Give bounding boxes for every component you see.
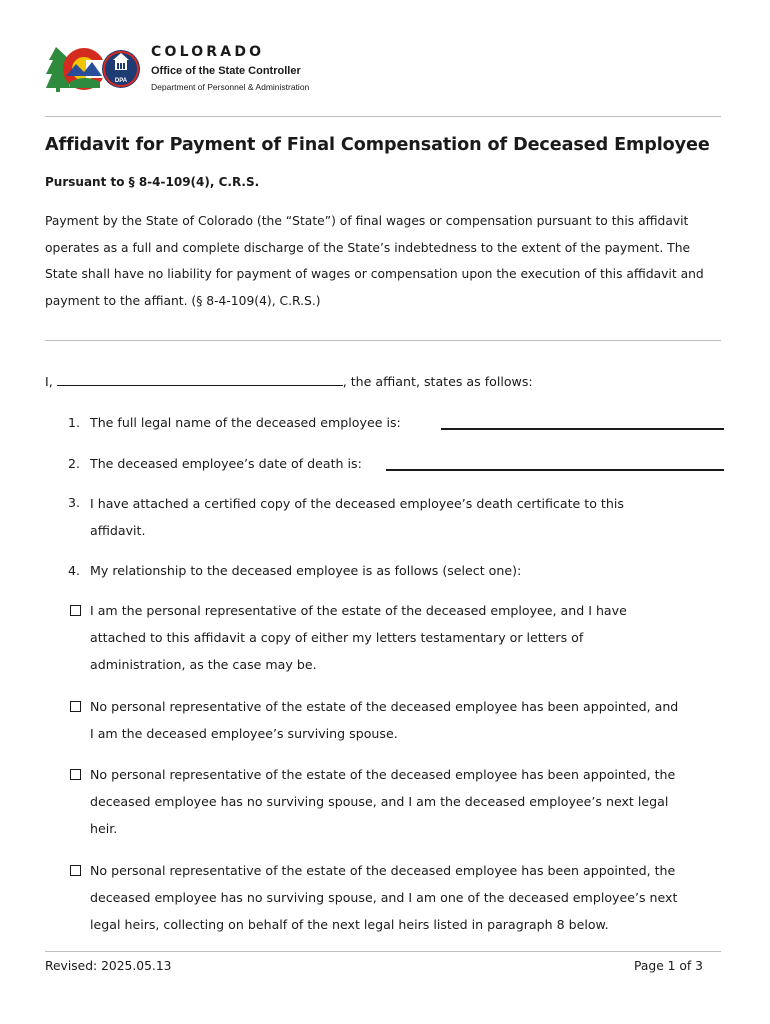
logo-badge: DPA bbox=[114, 78, 128, 84]
option-line: administration, as the case may be. bbox=[90, 657, 317, 672]
option-checkbox-next-legal-heir[interactable] bbox=[70, 769, 81, 780]
pursuant-line: Pursuant to § 8-4-109(4), C.R.S. bbox=[45, 175, 260, 189]
header-divider bbox=[45, 116, 721, 117]
option-next-legal-heir bbox=[90, 761, 675, 842]
affiant-name-field[interactable] bbox=[57, 385, 343, 386]
option-line: deceased employee has no surviving spouse, and I am the deceased employee’s next legal bbox=[90, 794, 669, 809]
item-3 bbox=[90, 490, 624, 544]
option-line: I am the deceased employee’s surviving spouse. bbox=[90, 726, 398, 741]
option-line: legal heirs, collecting on behalf of the next legal heirs listed in paragraph 8 below. bbox=[90, 917, 609, 932]
option-line: heir. bbox=[90, 821, 118, 836]
intro-paragraph bbox=[45, 208, 735, 314]
option-line: No personal representative of the estate of the deceased employee has been appointed, the bbox=[90, 863, 676, 878]
item-text: The full legal name of the deceased employee is: bbox=[90, 415, 401, 430]
option-checkbox-personal-representative[interactable] bbox=[70, 605, 81, 616]
item-line: I have attached a certified copy of the deceased employee’s death certificate to this bbox=[90, 496, 624, 511]
option-checkbox-surviving-spouse[interactable] bbox=[70, 701, 81, 712]
footer-divider bbox=[45, 951, 721, 952]
date-of-death-field[interactable] bbox=[386, 469, 724, 471]
option-surviving-spouse bbox=[90, 693, 678, 747]
affiant-suffix: , the affiant, states as follows: bbox=[342, 374, 533, 389]
option-line: deceased employee has no surviving spouse, and I am one of the deceased employee’s next bbox=[90, 890, 678, 905]
intro-line: State shall have no liability for payment of wages or compensation upon the execution of this affidavit and bbox=[45, 267, 704, 281]
intro-line: operates as a full and complete discharge of the State’s indebtedness to the extent of the payment. The bbox=[45, 240, 691, 255]
office-name: Office of the State Controller bbox=[151, 65, 301, 77]
item-number: 2. bbox=[68, 456, 81, 471]
option-checkbox-one-of-next-legal-heirs[interactable] bbox=[70, 865, 81, 876]
option-line: attached to this affidavit a copy of either my letters testamentary or letters of bbox=[90, 630, 584, 645]
intro-line: payment to the affiant. (§ 8-4-109(4), C.R.S.) bbox=[45, 293, 321, 308]
page-number: Page 1 of 3 bbox=[634, 959, 703, 973]
item-number: 4. bbox=[68, 563, 81, 578]
option-line: I am the personal representative of the estate of the deceased employee, and I have bbox=[90, 603, 627, 618]
item-number: 3. bbox=[68, 495, 81, 510]
item-text: My relationship to the deceased employee is as follows (select one): bbox=[90, 563, 522, 578]
item-1 bbox=[90, 415, 401, 430]
revised-date: Revised: 2025.05.13 bbox=[45, 959, 172, 973]
section-divider bbox=[45, 340, 721, 341]
document-title: Affidavit for Payment of Final Compensation of Deceased Employee bbox=[45, 135, 710, 155]
option-line: No personal representative of the estate of the deceased employee has been appointed, the bbox=[90, 767, 676, 782]
deceased-name-field[interactable] bbox=[441, 428, 724, 430]
item-number: 1. bbox=[68, 415, 81, 430]
option-line: No personal representative of the estate of the deceased employee has been appointed, and bbox=[90, 699, 679, 714]
state-name: COLORADO bbox=[151, 44, 265, 60]
option-one-of-next-legal-heirs bbox=[90, 857, 677, 938]
department-name: Department of Personnel & Administration bbox=[151, 82, 310, 92]
item-4 bbox=[90, 563, 521, 578]
item-line: affidavit. bbox=[90, 523, 146, 538]
affiant-prefix: I, bbox=[45, 374, 57, 389]
intro-line: Payment by the State of Colorado (the “State”) of final wages or compensation pursuant to this affidavit bbox=[45, 214, 689, 228]
colorado-logo bbox=[46, 44, 142, 94]
option-personal-representative bbox=[90, 597, 627, 678]
affiant-statement bbox=[45, 374, 533, 389]
item-text: The deceased employee’s date of death is: bbox=[90, 456, 362, 471]
item-2 bbox=[90, 456, 362, 471]
org-block bbox=[151, 44, 309, 92]
